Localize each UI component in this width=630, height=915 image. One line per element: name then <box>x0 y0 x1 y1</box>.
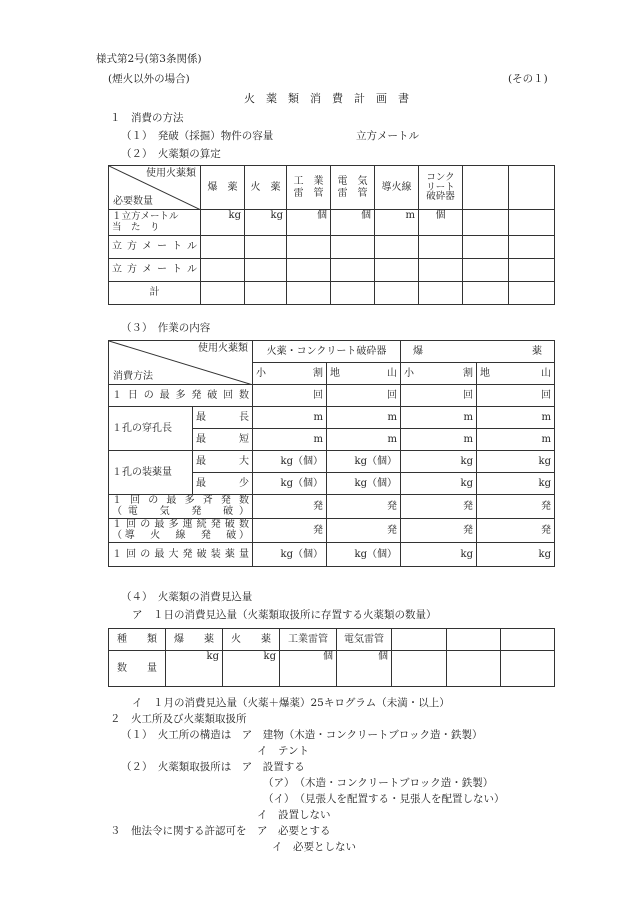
item-3-label: （３） 作業の内容 <box>121 322 211 334</box>
table2-unit-cell: m <box>253 429 327 451</box>
table2-sub-label: 最 大 <box>193 451 253 473</box>
item-4a-label: ア １日の消費見込量（火薬類取扱所に存置する火薬類の数量） <box>132 609 437 621</box>
table3-header: 電気雷管 <box>337 629 392 651</box>
table3-unit-cell <box>392 651 447 687</box>
section-2-line: （イ） （見張人を配置する・見張人を配置しない） <box>263 793 505 805</box>
table3-unit-cell: kg <box>223 651 280 687</box>
table1-unit-cell: kg <box>245 210 287 236</box>
table3-header: 種 類 <box>109 629 166 651</box>
section-2-heading: ２ 火工所及び火薬類取扱所 <box>110 713 247 725</box>
table1-corner-bottom: 必要数量 <box>113 195 153 207</box>
table2-unit-cell: m <box>253 407 327 429</box>
section-2-line: （１） 火工所の構造は ア 建物（木造・コンクリートブロック造・鉄製） <box>121 729 483 741</box>
table3-header: 工業雷管 <box>280 629 337 651</box>
table2-unit-cell: kg（個） <box>327 543 401 567</box>
table2-unit-cell: m <box>477 429 555 451</box>
table2-unit-cell: 発 <box>327 495 401 519</box>
section-2-line: （ア） （木造・コンクリートブロック造・鉄製） <box>263 777 494 789</box>
item-1-unit: 立方メートル <box>356 130 419 142</box>
table2-group-header: 爆 薬 <box>401 341 555 363</box>
table1-col-header: 導火線 <box>375 166 419 210</box>
table2-unit-cell: kg <box>477 473 555 495</box>
table2-sub-header: 地 山 <box>327 363 401 385</box>
table2-group-header: 火薬・コンクリート破砕器 <box>253 341 401 363</box>
table3-header <box>447 629 501 651</box>
table1-col-header <box>509 166 555 210</box>
table2-unit-cell: kg <box>401 451 477 473</box>
table1-unit-cell <box>509 210 555 236</box>
simul-label-2: （電 気 発 破） <box>112 505 249 517</box>
table3-header: 爆 薬 <box>166 629 223 651</box>
table2-unit-cell: 回 <box>253 385 327 407</box>
section-3-line: ３ 他法令に関する許認可を ア 必要とする <box>110 825 331 837</box>
table2-corner-bottom: 消費方法 <box>113 370 153 382</box>
table1-row-label: １立方メートル 当 た り <box>109 210 201 236</box>
table2-unit-cell: m <box>327 429 401 451</box>
table2-row-label: １回の最大発破装薬量 <box>109 543 253 567</box>
table2-row-label <box>109 495 253 519</box>
table1-col-header: 火 薬 <box>245 166 287 210</box>
table2-row-label: １日の最多発破回数 <box>109 385 253 407</box>
table1-col-header: 電 気 雷 管 <box>331 166 375 210</box>
explosive-calculation-table <box>108 165 555 305</box>
table2-unit-cell: m <box>327 407 401 429</box>
form-number: 様式第2号(第3条関係) <box>96 53 202 65</box>
table2-row-label: １孔の穿孔長 <box>109 407 193 451</box>
item-1-label: （１） 発破（採掘）物件の容量 <box>121 130 274 142</box>
table2-unit-cell: m <box>477 407 555 429</box>
table2-unit-cell: kg <box>401 473 477 495</box>
table3-unit-cell: 個 <box>280 651 337 687</box>
table2-unit-cell: 発 <box>327 519 401 543</box>
table2-sub-header: 地 山 <box>477 363 555 385</box>
serial-label-1: １回の最多連続発破数 <box>112 519 249 530</box>
table1-row-label: 立方メートル <box>109 236 201 259</box>
table3-unit-cell <box>447 651 501 687</box>
table1-col-header: コンク リート 破砕器 <box>419 166 463 210</box>
table3-unit-cell: 個 <box>337 651 392 687</box>
section-2-line: イ 設置しない <box>257 809 331 821</box>
table3-header <box>392 629 447 651</box>
table2-unit-cell: 発 <box>477 519 555 543</box>
document-title: 火 薬 類 消 費 計 画 書 <box>244 92 409 105</box>
table2-sub-header: 小 割 <box>401 363 477 385</box>
table2-unit-cell: 回 <box>327 385 401 407</box>
table1-col-header: 爆 薬 <box>201 166 245 210</box>
section-2-line: イ テント <box>257 745 309 757</box>
table2-unit-cell: kg（個） <box>253 473 327 495</box>
table2-row-label: １孔の装薬量 <box>109 451 193 495</box>
section-2-line: （２） 火薬類取扱所は ア 設置する <box>121 761 305 773</box>
table1-unit-cell: m <box>375 210 419 236</box>
table2-unit-cell: 発 <box>477 495 555 519</box>
table2-unit-cell: kg <box>477 451 555 473</box>
section-3-line: イ 必要としない <box>272 841 356 853</box>
part-number: (その１) <box>508 73 548 85</box>
table2-unit-cell: kg（個） <box>327 473 401 495</box>
table1-corner-cell <box>109 166 201 210</box>
table1-unit-cell: 個 <box>287 210 331 236</box>
table1-unit-cell: kg <box>201 210 245 236</box>
table3-unit-cell <box>501 651 555 687</box>
serial-label-2: （導 火 線 発 破） <box>112 529 249 541</box>
table1-row-label: 立方メートル <box>109 259 201 282</box>
table2-corner-cell <box>109 341 253 385</box>
table2-unit-cell: kg（個） <box>253 451 327 473</box>
table2-unit-cell: 発 <box>253 519 327 543</box>
table2-unit-cell: 回 <box>477 385 555 407</box>
table1-col-header: 工 業 雷 管 <box>287 166 331 210</box>
table2-unit-cell: kg（個） <box>327 451 401 473</box>
table3-unit-cell: kg <box>166 651 223 687</box>
table2-unit-cell: 発 <box>401 519 477 543</box>
table1-row-label: 計 <box>109 282 201 305</box>
table3-header <box>501 629 555 651</box>
table2-sub-label: 最 少 <box>193 473 253 495</box>
table2-sub-label: 最 長 <box>193 407 253 429</box>
daily-consumption-table <box>108 628 555 687</box>
item-4b-label: イ １月の消費見込量（火薬＋爆薬）25キログラム（未満・以上） <box>132 697 450 709</box>
section-1-heading: １ 消費の方法 <box>110 112 184 124</box>
table2-row-label <box>109 519 253 543</box>
table2-unit-cell: kg <box>401 543 477 567</box>
work-content-table <box>108 340 555 567</box>
table2-sub-label: 最 短 <box>193 429 253 451</box>
table2-unit-cell: 発 <box>401 495 477 519</box>
item-4-label: （４） 火薬類の消費見込量 <box>121 591 253 603</box>
table3-row-label: 数 量 <box>109 651 166 687</box>
table1-col-header <box>463 166 509 210</box>
item-2-label: （２） 火薬類の算定 <box>121 148 221 160</box>
table3-header: 火 薬 <box>223 629 280 651</box>
table1-unit-cell: 個 <box>419 210 463 236</box>
table2-unit-cell: m <box>401 407 477 429</box>
table2-unit-cell: kg <box>477 543 555 567</box>
table2-sub-header: 小 割 <box>253 363 327 385</box>
case-note: (煙火以外の場合) <box>108 73 190 85</box>
simul-label-1: １回の最多斉発数 <box>112 495 249 506</box>
table2-unit-cell: 回 <box>401 385 477 407</box>
table1-unit-cell: 個 <box>331 210 375 236</box>
table2-corner-top: 使用火薬類 <box>198 343 248 354</box>
table1-corner-top: 使用火薬類 <box>146 168 196 179</box>
table2-unit-cell: kg（個） <box>253 543 327 567</box>
table2-unit-cell: 発 <box>253 495 327 519</box>
table1-unit-cell <box>463 210 509 236</box>
table2-unit-cell: m <box>401 429 477 451</box>
